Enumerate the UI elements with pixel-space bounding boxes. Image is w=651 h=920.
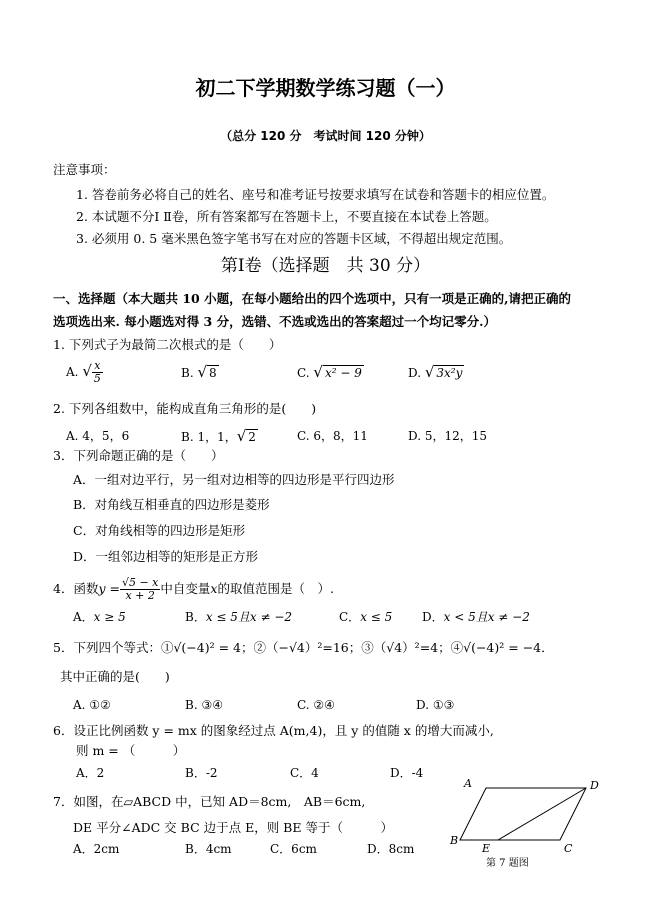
q4-numerator: √5 − x [121,576,159,589]
q1-option-a: A. √ $\frac{x}{5}$ [66,359,101,385]
q7-option-c: C．6cm [270,842,317,856]
q5-option-a: A. ①② [73,698,111,712]
q1-option-c: C. √ x² − 9 [297,363,362,381]
q5-stem: 5．下列四个等式：①√(−4)² = 4；②（−√4）²=16；③（√4）²=4；④√(−4)² = −4． [53,640,554,655]
q3-option-a: A．一组对边平行，另一组对边相等的四边形是平行四边形 [73,472,395,487]
notice-heading: 注意事项： [53,162,116,177]
q5-stem-2: 其中正确的是( ) [60,669,170,684]
q7-option-b: B．4cm [185,842,232,856]
q2-option-a: A. 4，5，6 [66,429,130,443]
q1-option-a-label: A. [66,365,79,379]
q2-option-b: B. 1，1，√ 2 [181,427,256,445]
q4-denominator: x + 2 [125,589,155,602]
q5-option-c: C. ②④ [297,698,335,712]
page-title: 初二下学期数学练习题（一） [195,76,456,100]
label-c: C [564,842,573,855]
q3-option-c: C．对角线相等的四边形是矩形 [73,523,246,538]
q4-stem: 4．函数y = $\frac{√5 - x}{x + 2}$ 中自变量x的取值范围是（ ）. [53,576,334,602]
q6-option-d: D．-4 [390,766,424,780]
q5-option-b: B. ③④ [185,698,223,712]
q6-option-c: C．4 [290,766,319,780]
q4-option-d: D．x < 5且x ≠ −2 [422,610,530,624]
q7-stem-2: DE 平分∠ADC 交 BC 边于点 E，则 BE 等于（ ） [73,820,393,835]
q1-c-radicand: x² − 9 [324,366,362,380]
label-a: A [464,777,472,790]
q4-option-b: B．x ≤ 5且x ≠ −2 [185,610,293,624]
q1-a-numerator: x [92,360,103,373]
q2-option-d: D. 5，12，15 [408,429,487,443]
q7-option-a: A．2cm [73,842,120,856]
part1-instructions-line1: 一、选择题（本大题共 10 小题，在每小题给出的四个选项中，只有一项是正确的,请把正确的 [53,291,571,306]
q1-d-radicand: 3x²y [436,366,463,380]
q1-option-b: B. √ 8 [181,363,217,381]
q6-stem: 6．设正比例函数 y = mx 的图象经过点 A(m,4)，且 y 的值随 x 的增大而减小, [53,723,494,738]
figure-caption: 第 7 题图 [486,858,529,869]
q1-option-d: D. √ 3x²y [408,363,463,381]
label-d: D [590,779,599,792]
notice-item-3: 3. 必须用 0. 5 毫米黑色签字笔书写在对应的答题卡区域，不得超出规定范围。 [76,231,512,246]
q6-option-a: A．2 [76,766,105,780]
q3-option-b: B．对角线互相垂直的四边形是菱形 [73,497,270,512]
notice-item-1: 1. 答卷前务必将自己的姓名、座号和准考证号按要求填写在试卷和答题卡的相应位置。 [76,187,555,202]
q6-stem-2: 则 m = （ ） [76,743,186,758]
q4-option-c: C．x ≤ 5 [339,610,393,624]
q2-option-c: C. 6，8，11 [297,429,368,443]
section-title: 第Ⅰ卷（选择题 共 30 分） [220,256,431,276]
notice-item-2: 2. 本试题不分Ⅰ Ⅱ卷，所有答案都写在答题卡上，不要直接在本试卷上答题。 [76,209,497,224]
q1-stem: 1. 下列式子为最简二次根式的是（ ） [53,337,282,352]
q7-figure [440,770,620,870]
page-subtitle: （总分 120 分 考试时间 120 分钟） [220,129,431,143]
q3-option-d: D．一组邻边相等的矩形是正方形 [73,549,259,564]
q3-stem: 3．下列命题正确的是（ ） [53,448,224,463]
q1-b-radicand: 8 [209,366,217,380]
q4-option-a: A．x ≥ 5 [73,610,126,624]
q6-option-b: B．-2 [185,766,218,780]
q7-option-d: D．8cm [367,842,415,856]
parallelogram-abcd [460,788,586,840]
q5-option-d: D. ①③ [416,698,455,712]
label-e: E [482,842,491,855]
part1-instructions-line2: 选项选出来. 每小题选对得 3 分，选错、不选或选出的答案超过一个均记零分.） [53,314,496,329]
label-b: B [450,834,459,847]
q7-stem: 7．如图，在▱ABCD 中，已知 AD＝8cm, AB＝6cm, [53,794,366,809]
q2-stem: 2. 下列各组数中，能构成直角三角形的是( ) [53,401,317,416]
q1-a-denominator: 5 [93,372,101,385]
